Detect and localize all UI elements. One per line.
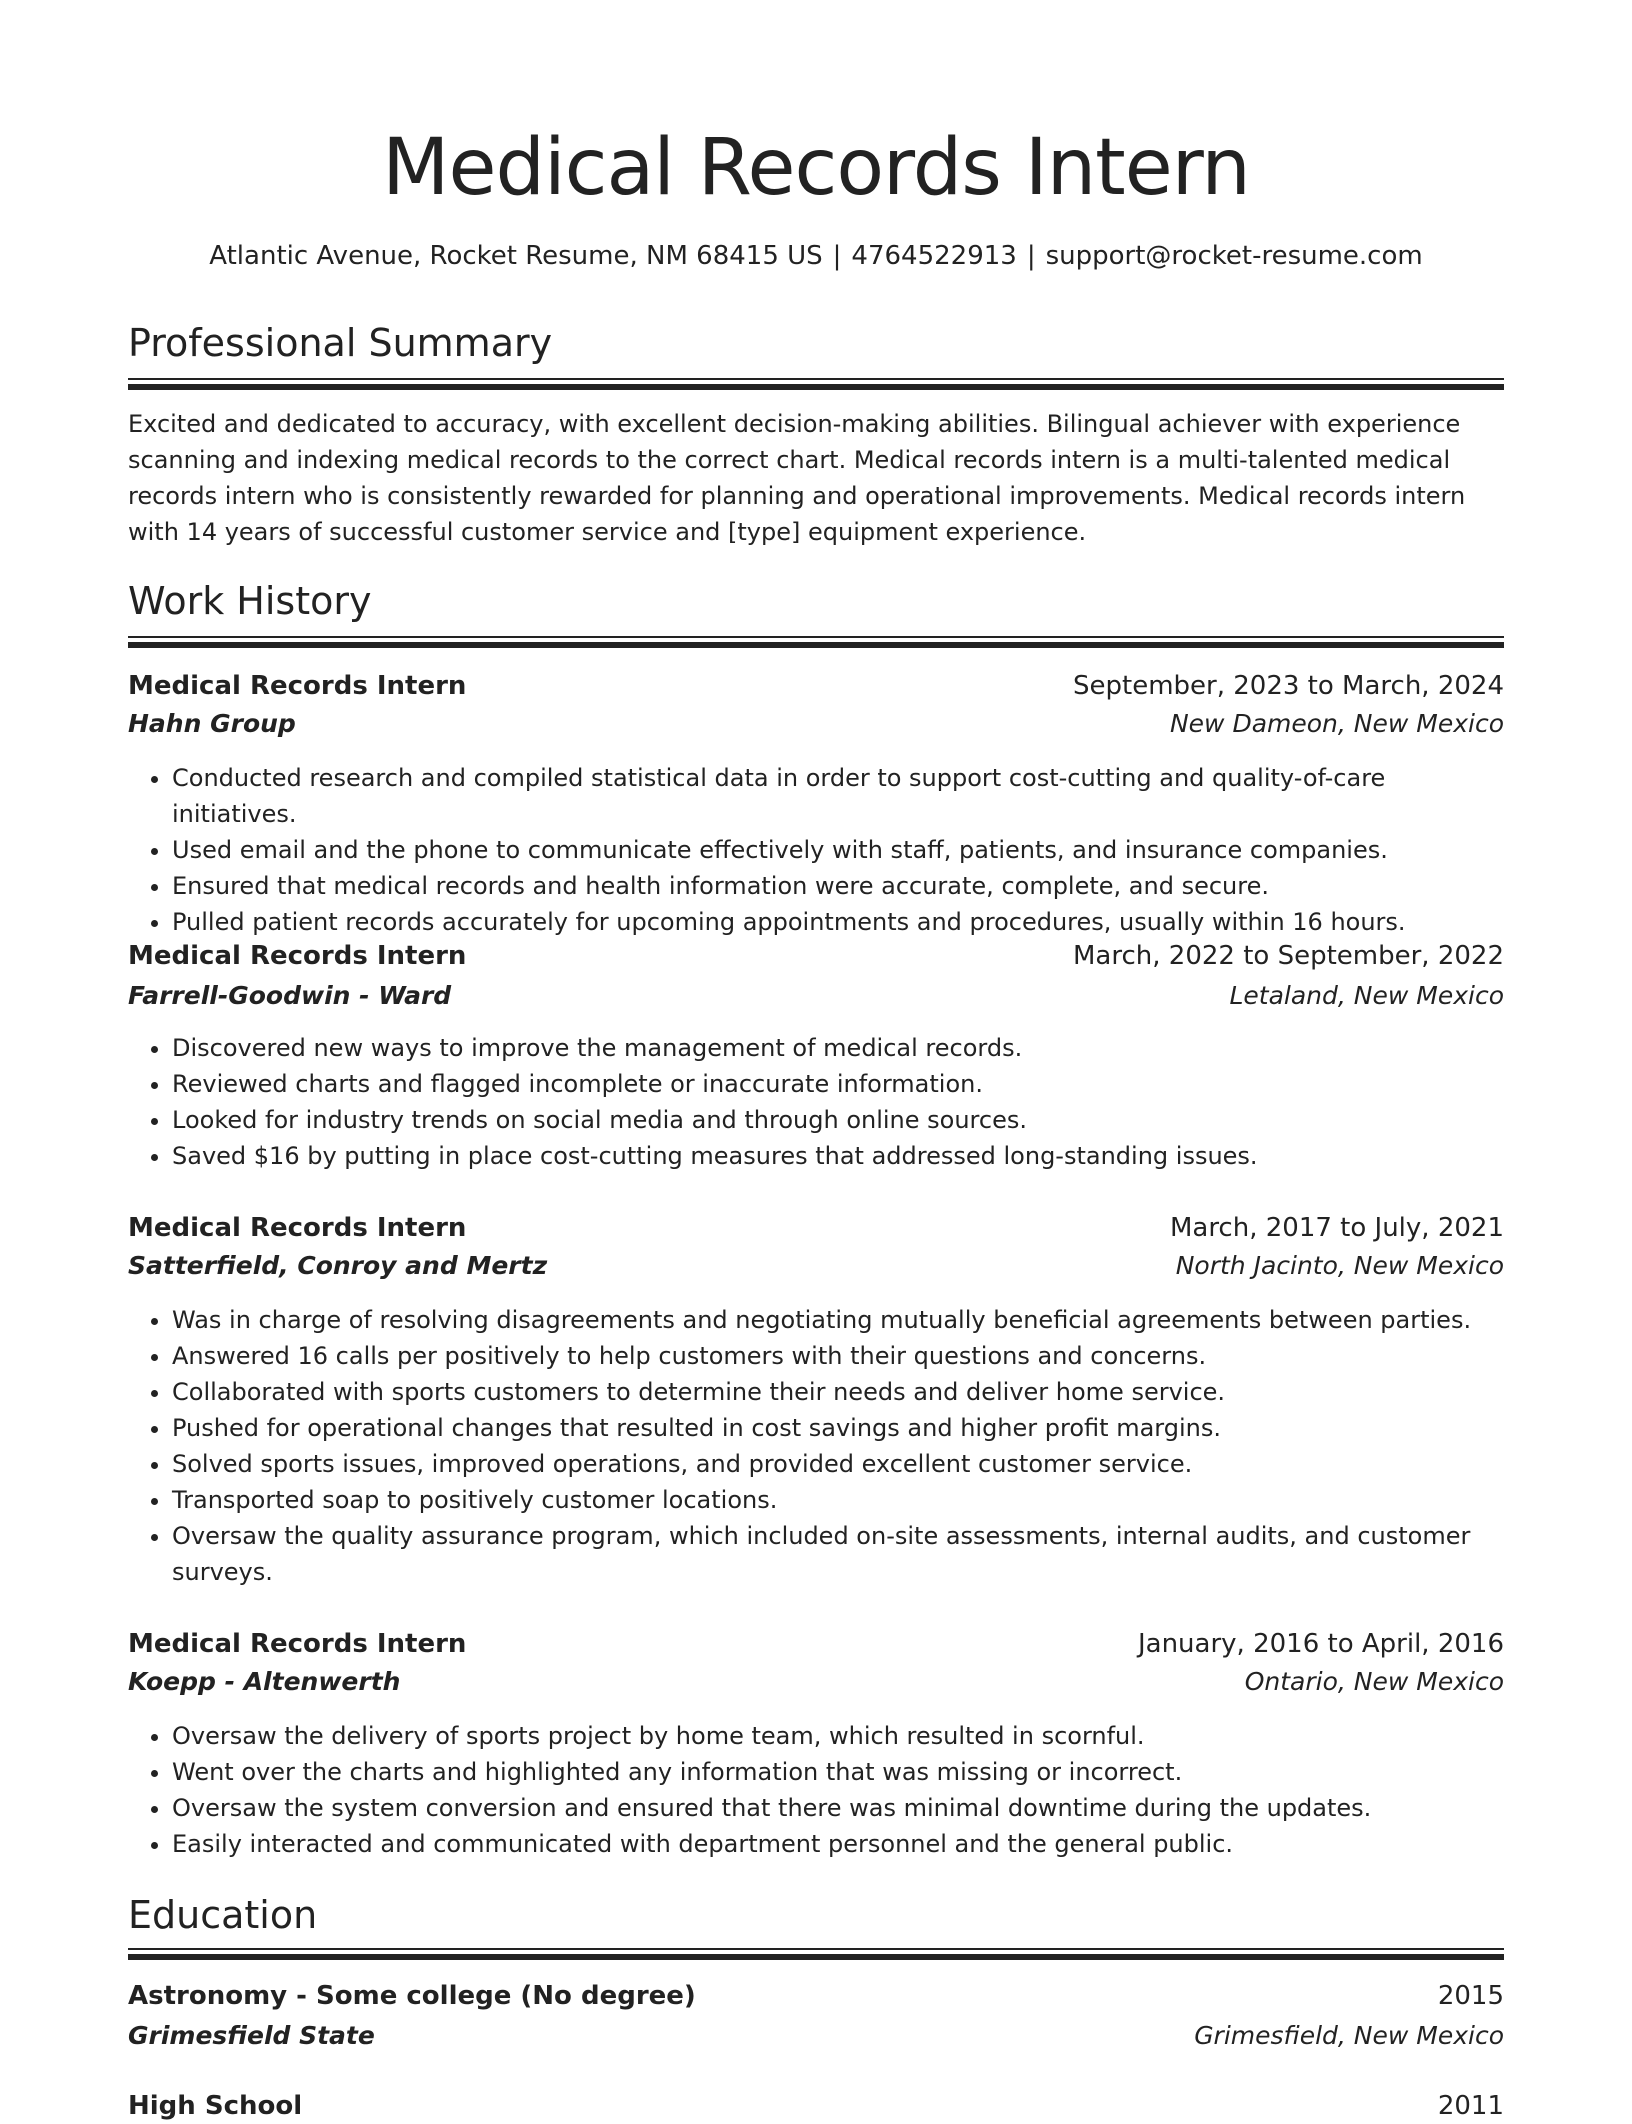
job-title: Medical Records Intern: [128, 941, 467, 971]
education-subheader: [128, 2018, 1504, 2054]
education-degree: Astronomy - Some college (No degree): [128, 1981, 696, 2011]
list-item: • Reviewed charts and flagged incomplete or inaccurate information.: [172, 1066, 1504, 1102]
job-dates: September, 2023 to March, 2024: [1073, 671, 1504, 701]
list-item: • Oversaw the system conversion and ensured that there was minimal downtime during the updates.: [172, 1790, 1504, 1826]
job-bullets: [128, 760, 1504, 940]
list-item: • Used email and the phone to communicate effectively with staff, patients, and insurance companies.: [172, 832, 1504, 868]
job-dates: January, 2016 to April, 2016: [1137, 1629, 1504, 1659]
job-location: Ontario, New Mexico: [1244, 1667, 1504, 1696]
job-header: [128, 1626, 1504, 1662]
job-bullets: [128, 1302, 1504, 1590]
list-item: • Collaborated with sports customers to determine their needs and deliver home service.: [172, 1374, 1504, 1410]
list-item: • Looked for industry trends on social media and through online sources.: [172, 1102, 1504, 1138]
job-subheader: [128, 978, 1504, 1014]
job-header: [128, 668, 1504, 704]
education-year: 2015: [1437, 1981, 1504, 2011]
job-location: Letaland, New Mexico: [1229, 981, 1504, 1010]
list-item: • Easily interacted and communicated with department personnel and the general public.: [172, 1826, 1504, 1862]
job-subheader: [128, 1248, 1504, 1284]
education-year: 2011: [1437, 2091, 1504, 2121]
job-company: Satterfield, Conroy and Mertz: [128, 1251, 548, 1280]
list-item: • Went over the charts and highlighted any information that was missing or incorrect.: [172, 1754, 1504, 1790]
section-title-summary: Professional Summary: [128, 321, 553, 365]
list-item: • Pushed for operational changes that resulted in cost savings and higher profit margins.: [172, 1410, 1504, 1446]
contact-separator: |: [1026, 241, 1036, 271]
list-item: • Ensured that medical records and health information were accurate, complete, and secure.: [172, 868, 1504, 904]
contact-email: support@rocket-resume.com: [1045, 241, 1423, 271]
section-divider: [128, 636, 1504, 648]
education-header: [128, 1978, 1504, 2014]
page-title: Medical Records Intern: [382, 123, 1250, 213]
job-dates: March, 2017 to July, 2021: [1169, 1213, 1504, 1243]
section-divider: [128, 1948, 1504, 1960]
list-item: • Pulled patient records accurately for upcoming appointments and procedures, usually within 16 hours.: [172, 904, 1504, 940]
education-header: [128, 2088, 1504, 2124]
job-title: Medical Records Intern: [128, 1213, 467, 1243]
job-subheader: [128, 706, 1504, 742]
job-company: Hahn Group: [128, 709, 296, 738]
contact-separator: |: [832, 241, 842, 271]
list-item: • Oversaw the quality assurance program, which included on-site assessments, internal audits, and customer surveys.: [172, 1518, 1504, 1590]
job-company: Koepp - Altenwerth: [128, 1667, 401, 1696]
contact-address: Atlantic Avenue, Rocket Resume, NM 68415 US: [209, 241, 823, 271]
job-dates: March, 2022 to September, 2022: [1073, 941, 1504, 971]
list-item: • Saved $16 by putting in place cost-cutting measures that addressed long-standing issues.: [172, 1138, 1504, 1174]
list-item: • Was in charge of resolving disagreements and negotiating mutually beneficial agreements between parties.: [172, 1302, 1504, 1338]
contact-line: [128, 238, 1504, 274]
job-bullets: [128, 1718, 1504, 1862]
list-item: • Solved sports issues, improved operations, and provided excellent customer service.: [172, 1446, 1504, 1482]
section-title-work-history: Work History: [128, 579, 372, 623]
job-location: New Dameon, New Mexico: [1169, 709, 1504, 738]
job-company: Farrell-Goodwin - Ward: [128, 981, 452, 1010]
list-item: • Conducted research and compiled statistical data in order to support cost-cutting and quality-of-care initiatives.: [172, 760, 1504, 832]
section-divider: [128, 378, 1504, 390]
summary-text: Excited and dedicated to accuracy, with excellent decision-making abilities. Bilingual achiever with experience scanning and indexing medical records to the correct chart. Medical records intern is a multi-talented medical records intern who is consistently rewarded for planning and operational improvements. Medical records intern with 14 years of successful customer service and [type] equipment experience.: [128, 410, 1466, 546]
list-item: • Answered 16 calls per positively to help customers with their questions and concerns.: [172, 1338, 1504, 1374]
list-item: • Oversaw the delivery of sports project by home team, which resulted in scornful.: [172, 1718, 1504, 1754]
job-title: Medical Records Intern: [128, 671, 467, 701]
list-item: • Transported soap to positively customer locations.: [172, 1482, 1504, 1518]
contact-phone: 4764522913: [851, 241, 1017, 271]
education-degree: High School: [128, 2091, 303, 2121]
list-item: • Discovered new ways to improve the management of medical records.: [172, 1030, 1504, 1066]
education-school: Grimesfield State: [128, 2021, 375, 2050]
job-header: [128, 1210, 1504, 1246]
job-subheader: [128, 1664, 1504, 1700]
job-bullets: [128, 1030, 1504, 1174]
job-location: North Jacinto, New Mexico: [1175, 1251, 1504, 1280]
section-title-education: Education: [128, 1893, 318, 1937]
education-location: Grimesfield, New Mexico: [1194, 2021, 1504, 2050]
job-title: Medical Records Intern: [128, 1629, 467, 1659]
job-header: [128, 938, 1504, 974]
